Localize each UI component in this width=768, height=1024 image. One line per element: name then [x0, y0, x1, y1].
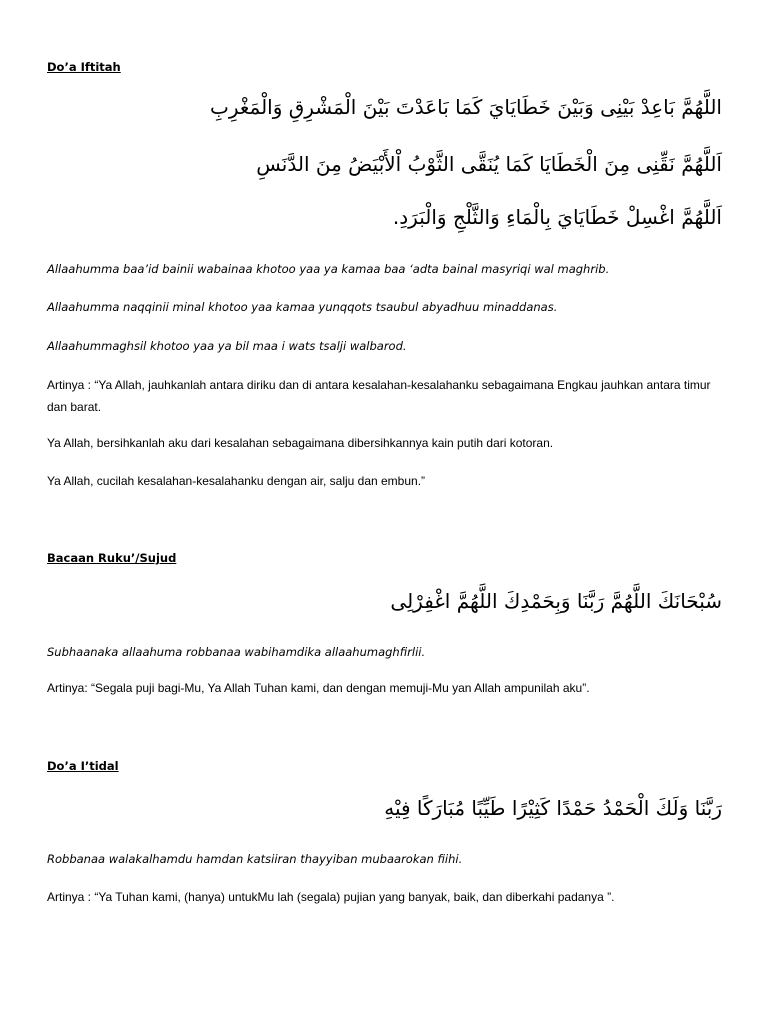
arabic-ruku: سُبْحَانَكَ اللَّهُمَّ رَبَّنَا وَبِحَمْدِكَ اللَّهُمَّ اغْفِرْلِى [390, 589, 722, 613]
heading-doa-iftitah: Do’a Iftitah [47, 60, 121, 74]
latin-iftitah-line-2: Allaahumma naqqinii minal khotoo yaa kamaa yunqqots tsaubul abyadhuu minaddanas. [47, 300, 558, 314]
arabic-itidal: رَبَّنَا وَلَكَ الْحَمْدُ حَمْدًا كَثِيْرًا طَيِّبًا مُبَارَكًا فِيْهِ [384, 796, 722, 820]
arabic-iftitah-line-1: اللَّهُمَّ بَاعِدْ بَيْنِى وَبَيْنَ خَطَايَايَ كَمَا بَاعَدْتَ بَيْنَ الْمَشْرِقِ وَالْمَغْرِبِ [210, 95, 722, 119]
latin-ruku: Subhaanaka allaahuma robbanaa wabihamdika allaahumaghfirlii. [47, 645, 426, 659]
latin-itidal: Robbanaa walakalhamdu hamdan katsiiran thayyiban mubaarokan fiihi. [47, 852, 463, 866]
translation-iftitah-3: Ya Allah, cucilah kesalahan-kesalahanku dengan air, salju dan embun.” [47, 474, 426, 488]
translation-iftitah-1: Artinya : “Ya Allah, jauhkanlah antara diriku dan di antara kesalahan-kesalahanku sebagaimana Engkau jauhkan antara timur dan barat. [47, 378, 711, 414]
latin-iftitah-line-3: Allaahummaghsil khotoo yaa ya bil maa i wats tsalji walbarod. [47, 339, 407, 353]
arabic-iftitah-line-3: اَللَّهُمَّ اغْسِلْ خَطَايَايَ بِالْمَاءِ وَالثَّلْجِ وَالْبَرَدِ. [392, 205, 722, 229]
translation-ruku: Artinya: “Segala puji bagi-Mu, Ya Allah Tuhan kami, dan dengan memuji-Mu yan Allah ampunilah aku”. [47, 681, 590, 695]
heading-doa-itidal: Do’a I’tidal [47, 759, 119, 773]
translation-itidal: Artinya : “Ya Tuhan kami, (hanya) untukMu lah (segala) pujian yang banyak, baik, dan diberkahi padanya ”. [47, 890, 615, 904]
arabic-iftitah-line-2: اَللَّهُمَّ نَقِّنِى مِنَ الْخَطَايَا كَمَا يُنَقَّى الثَّوْبُ اْلأَبْيَضُ مِنَ الدَّنَسِ [256, 152, 722, 176]
latin-iftitah-line-1: Allaahumma baa’id bainii wabainaa khotoo yaa ya kamaa baa ‘adta bainal masyriqi wal maghrib. [47, 262, 610, 276]
heading-bacaan-ruku-sujud: Bacaan Ruku’/Sujud [47, 551, 177, 565]
translation-iftitah-2: Ya Allah, bersihkanlah aku dari kesalahan sebagaimana dibersihkannya kain putih dari kotoran. [47, 436, 554, 450]
